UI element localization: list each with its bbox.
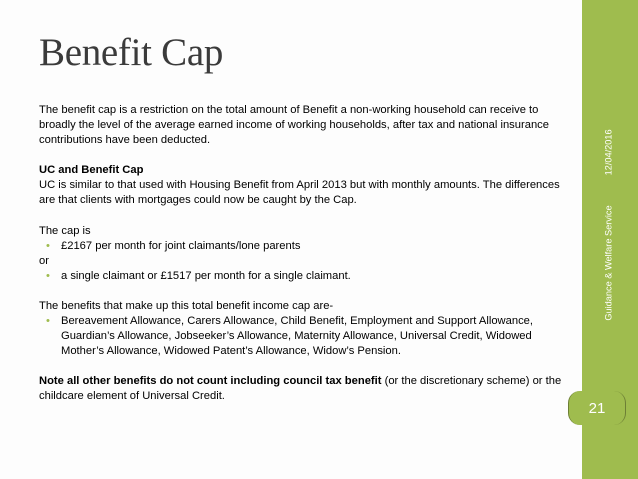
intro-paragraph: The benefit cap is a restriction on the total amount of Benefit a non-working household can receive to broadly the level of the average earned income of working households, after tax and national insurance contributions have been deducted.: [39, 104, 549, 147]
uc-paragraph: UC is similar to that used with Housing Benefit from April 2013 but with monthly amounts. The differences are that clients with mortgages could now be caught by the Cap.: [39, 179, 560, 207]
bullet-icon: •: [46, 239, 50, 252]
note-rest: (or the discretionary scheme) or the childcare element of Universal Credit.: [39, 375, 562, 403]
bullet-icon: •: [46, 269, 50, 282]
cap-list-1: [39, 239, 564, 254]
list-item: • £2167 per month for joint claimants/lone parents: [39, 239, 564, 254]
or-label: or: [39, 254, 49, 267]
cap-is-label: The cap is: [39, 224, 91, 237]
cap-list-2: [39, 269, 564, 284]
slide-title: Benefit Cap: [39, 31, 224, 74]
note-bold: Note all other benefits do not count including council tax benefit: [39, 375, 382, 388]
sidebar-footer: [593, 90, 625, 360]
slide-body: [39, 103, 564, 405]
date-label: 12/04/2016: [604, 129, 615, 176]
uc-heading: UC and Benefit Cap: [39, 164, 144, 177]
note-paragraph: [39, 374, 564, 404]
benefits-list: [39, 314, 564, 359]
list-item: • Bereavement Allowance, Carers Allowance, Child Benefit, Employment and Support Allowance, Guardian’s Allowance, Jobseeker’s Allowance, Maternity Allowance, Universal Credit, Widowed Mother’s Allowance, Widowed Patent’s Allowance, Widow’s Pension.: [46, 315, 533, 358]
page-number: 21: [568, 391, 626, 425]
benefits-intro: The benefits that make up this total benefit income cap are-: [39, 299, 334, 312]
bullet-icon: •: [46, 315, 50, 328]
organization-label: Guidance & Welfare Service: [604, 205, 615, 321]
list-item: • a single claimant or £1517 per month for a single claimant.: [39, 269, 564, 284]
